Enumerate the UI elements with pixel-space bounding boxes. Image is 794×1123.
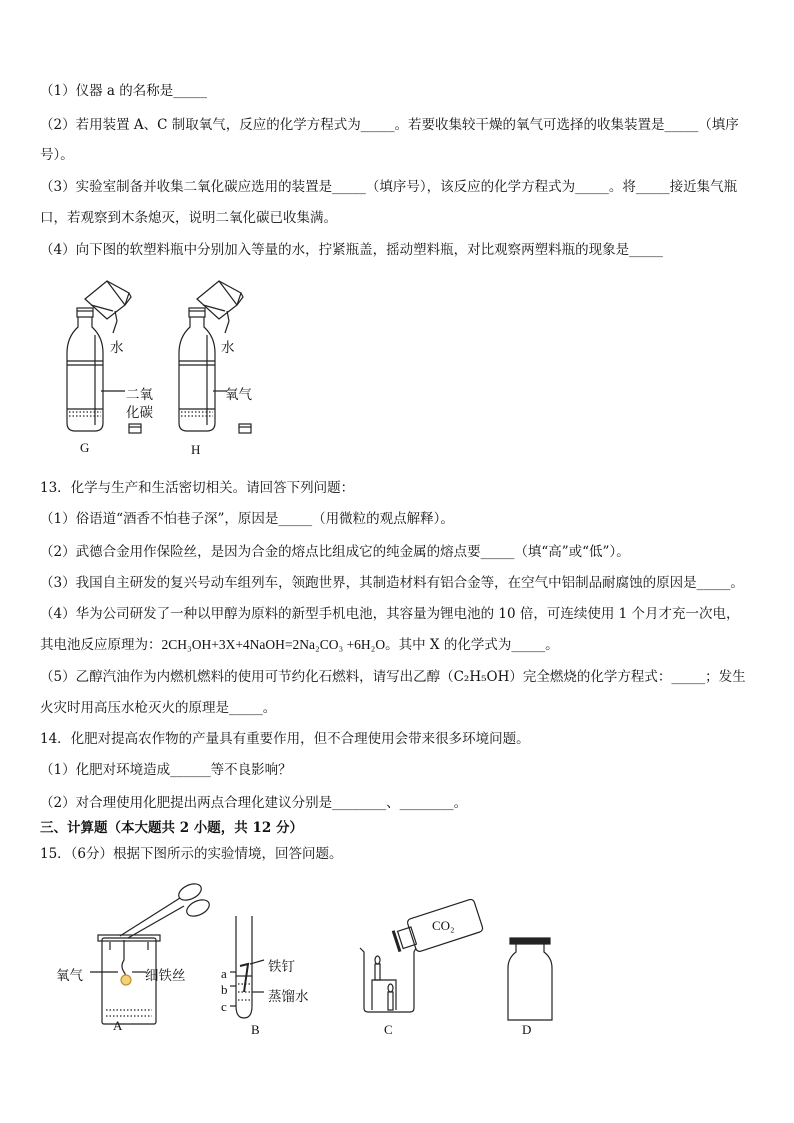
bottle-h-drawing: [179, 281, 251, 433]
iron-wire-label: 细铁丝: [145, 968, 186, 984]
q14-part2: （2）对合理使用化肥提出两点合理化建议分别是________、________。: [40, 795, 468, 811]
water-label-h: 水: [221, 340, 235, 356]
apparatus-b-label: B: [251, 1022, 260, 1037]
apparatus-figure: [50, 880, 570, 1040]
apparatus-d-label: D: [522, 1022, 532, 1037]
water-label-g: 水: [110, 340, 124, 356]
q13-part4-prefix: 其电池反应原理为：: [40, 637, 162, 653]
apparatus-c-label: C: [384, 1022, 393, 1037]
q12-part3-line1: （3）实验室制备并收集二氧化碳应选用的装置是_____（填序号），该反应的化学方程式为_____。将_____接近集气瓶: [40, 179, 738, 195]
q12-part3-line2: 口，若观察到木条熄灭，说明二氧化碳已收集满。: [40, 210, 337, 226]
co2-label-line1: 二氧: [126, 387, 153, 403]
oxygen-label-h: 氧气: [225, 387, 252, 403]
bottles-figure: [55, 275, 285, 460]
level-b-label: b: [221, 982, 228, 997]
bottle-g-label: G: [80, 440, 90, 455]
q13-part4-line1: （4）华为公司研发了一种以甲醇为原料的新型手机电池，其容量为锂电池的 10 倍，可连续使用 1 个月才充一次电，: [40, 606, 740, 622]
co2-label-line2: 化碳: [126, 405, 153, 421]
q12-part2-line1: （2）若用装置 A、C 制取氧气，反应的化学方程式为_____。若要收集较干燥的氧气可选择的收集装置是_____（填序: [40, 117, 739, 133]
level-c-label: c: [221, 999, 227, 1014]
q12-part1: （1）仪器 a 的名称是_____: [40, 83, 207, 99]
q12-part2-line2: 号）。: [40, 147, 74, 163]
co2-bottle-label: CO₂: [432, 918, 455, 933]
apparatus-a-label: A: [113, 1018, 123, 1033]
oxygen-label-a: 氧气: [56, 968, 83, 984]
reaction-equation: 2CH₃OH+3X+4NaOH=2Na₂CO₃ +6H₂O: [161, 637, 386, 652]
q13-part4-suffix: 。其中 X 的化学式为_____。: [385, 637, 559, 653]
apparatus-c-drawing: [360, 898, 484, 1012]
q12-part4: （4）向下图的软塑料瓶中分别加入等量的水，拧紧瓶盖，摇动塑料瓶，对比观察两塑料瓶的现象是_____: [40, 242, 663, 258]
level-a-label: a: [221, 966, 227, 981]
section-3-heading: 三、计算题（本大题共 2 小题，共 12 分）: [40, 820, 303, 836]
q13-part4-line2: [40, 636, 760, 654]
apparatus-a-drawing: [90, 881, 212, 1024]
distilled-water-label: 蒸馏水: [268, 989, 309, 1005]
q13-part5-line1: （5）乙醇汽油作为内燃机燃料的使用可节约化石燃料，请写出乙醇（C₂H₅OH）完全燃烧的化学方程式：_____；发生: [40, 669, 746, 685]
q14-title: 14．化肥对提高农作物的产量具有重要作用，但不合理使用会带来很多环境问题。: [40, 731, 530, 747]
q13-part2: （2）武德合金用作保险丝，是因为合金的熔点比组成它的纯金属的熔点要_____（填“高”或“低”）。: [40, 544, 630, 560]
iron-nail-label: 铁钉: [268, 959, 295, 975]
apparatus-d-drawing: [508, 938, 552, 1020]
q15-title: 15．（6分）根据下图所示的实验情境，回答问题。: [40, 846, 343, 862]
q13-title: 13．化学与生产和生活密切相关。请回答下列问题：: [40, 480, 355, 496]
q13-part5-line2: 火灾时用高压水枪灭火的原理是_____。: [40, 700, 277, 716]
apparatus-b-drawing: [230, 916, 264, 1018]
q13-part3: （3）我国自主研发的复兴号动车组列车，领跑世界，其制造材料有铝合金等，在空气中铝制品耐腐蚀的原因是_____。: [40, 575, 744, 591]
q13-part1: （1）俗语道“酒香不怕巷子深”，原因是_____（用微粒的观点解释）。: [40, 511, 454, 527]
q14-part1: （1）化肥对环境造成______等不良影响？: [40, 762, 292, 778]
bottle-h-label: H: [191, 442, 201, 457]
